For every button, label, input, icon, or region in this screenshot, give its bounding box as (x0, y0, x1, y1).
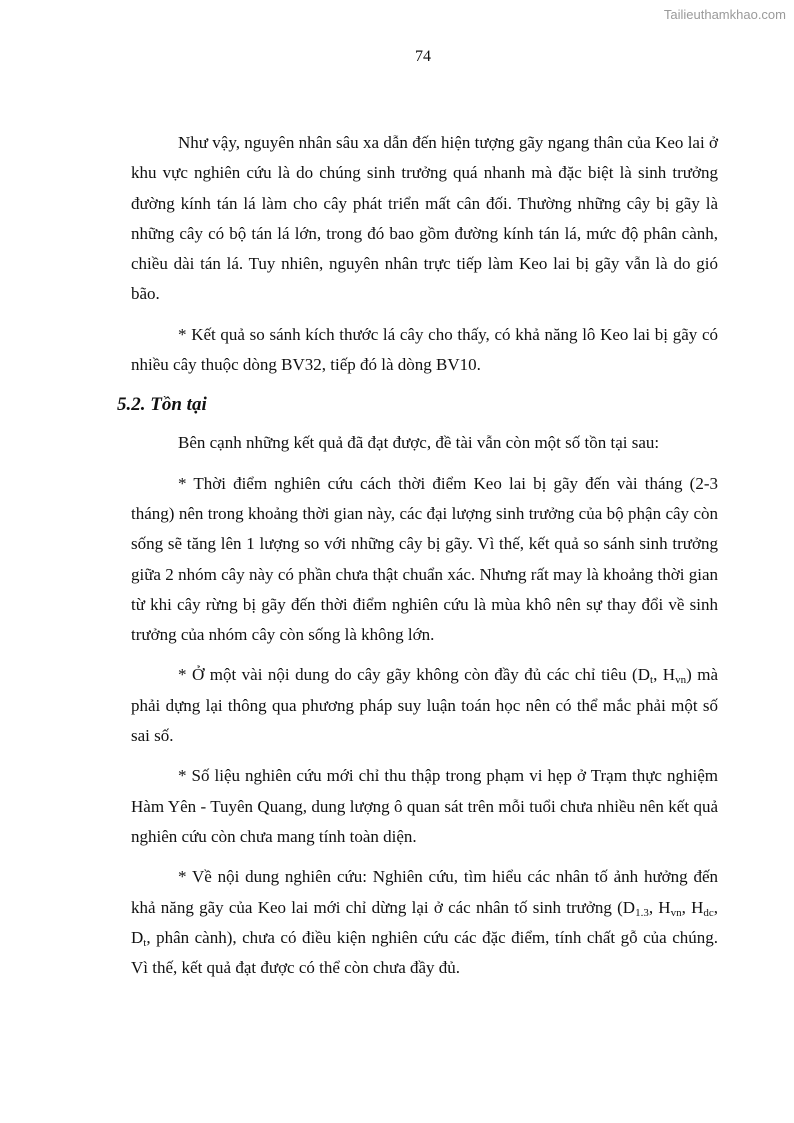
text-run: , phân cành), chưa có điều kiện nghiên cứu các đặc điểm, tính chất gỗ của chúng. Vì thế, kết quả đạt được có thể còn chưa đầy đủ. (131, 927, 718, 978)
paragraph-limitation-data-scope: * Số liệu nghiên cứu mới chỉ thu thập trong phạm vi hẹp ở Trạm thực nghiệm Hàm Yên - Tuyên Quang, dung lượng ô quan sát trên mỗi tuổi chưa nhiều nên kết quả nghiên cứu còn chưa mang tính toàn diện. (131, 766, 718, 846)
paragraph-limitation-reconstruction (131, 660, 718, 751)
subscript: vn (675, 674, 687, 687)
section-heading: 5.2. Tồn tại (117, 394, 207, 416)
text-run: , H (653, 665, 676, 685)
paragraph-intro: Bên cạnh những kết quả đã đạt được, đề tài vẫn còn một số tồn tại sau: (178, 433, 660, 453)
subscript: dc (703, 906, 714, 919)
subscript: 1.3 (635, 906, 649, 919)
subscript: t (143, 936, 147, 949)
page-number: 74 (415, 48, 431, 65)
watermark: Tailieuthamkhao.com (663, 7, 786, 22)
document-body (117, 128, 719, 993)
paragraph-leaf-size-result: * Kết quả so sánh kích thước lá cây cho thấy, có khả năng lô Keo lai bị gãy có nhiều cây thuộc dòng BV32, tiếp đó là dòng BV10. (131, 324, 718, 375)
text-run: * Về nội dung nghiên cứu: Nghiên cứu, tìm hiểu các nhân tố ảnh hưởng đến khả năng gãy của Keo lai mới chỉ dừng lại ở các nhân tố sinh trưởng (D (131, 867, 718, 917)
text-run: ) mà phải dựng lại thông qua phương pháp suy luận toán học nên có thể mắc phải một số sai số. (131, 665, 718, 746)
paragraph-limitation-timing: * Thời điểm nghiên cứu cách thời điểm Keo lai bị gãy đến vài tháng (2-3 tháng) nên trong khoảng thời gian này, các đại lượng sinh trưởng của bộ phận cây còn sống sẽ tăng lên 1 lượng so với những cây bị gãy. Vì thế, kết quả so sánh sinh trưởng giữa 2 nhóm cây này có phần chưa thật chuẩn xác. Nhưng rất may là khoảng thời gian từ khi cây rừng bị gãy đến thời điểm nghiên cứu là mùa khô nên sự thay đổi về sinh trưởng của nhóm cây còn sống là không lớn. (131, 473, 718, 645)
subscript: t (650, 674, 654, 687)
paragraph-cause-summary: Như vậy, nguyên nhân sâu xa dẫn đến hiện tượng gãy ngang thân của Keo lai ở khu vực nghiên cứu là do chúng sinh trưởng quá nhanh mà đặc biệt là sinh trưởng đường kính tán lá làm cho cây phát triển mất cân đối. Thường những cây bị gãy là những cây có bộ tán lá lớn, trong đó bao gồm đường kính tán lá, mức độ phân cành, chiều dài tán lá. Tuy nhiên, nguyên nhân trực tiếp làm Keo lai bị gãy vẫn là do gió bão. (131, 133, 718, 304)
text-run: * Ở một vài nội dung do cây gãy không còn đầy đủ các chỉ tiêu (D (178, 665, 650, 685)
text-run: , H (648, 897, 671, 917)
text-run: , D (131, 897, 719, 947)
paragraph-limitation-content (131, 862, 718, 983)
subscript: vn (670, 906, 682, 919)
text-run: , H (681, 897, 704, 917)
